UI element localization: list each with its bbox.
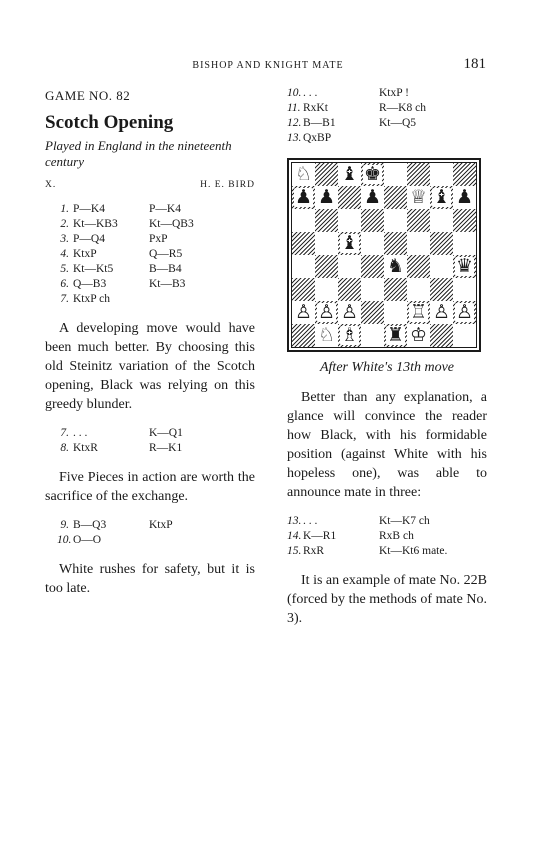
board-square — [384, 278, 407, 301]
board-square — [453, 209, 476, 232]
white-move: B—Q3 — [73, 519, 107, 531]
players-line — [45, 180, 255, 190]
board-square — [430, 232, 453, 255]
board-square — [361, 278, 384, 301]
move-row — [57, 247, 255, 262]
white-move: . . . — [303, 87, 318, 99]
move-number: 1. — [60, 203, 69, 215]
chess-piece-icon: ♙ — [432, 302, 451, 323]
board-square — [453, 163, 476, 186]
board-square — [453, 255, 476, 278]
black-move: PxP — [149, 233, 168, 245]
board-square — [430, 209, 453, 232]
white-move: K—R1 — [303, 530, 337, 542]
chess-piece-icon: ♟ — [294, 187, 313, 208]
board-square — [361, 209, 384, 232]
board-square — [292, 232, 315, 255]
black-move: P—K4 — [149, 203, 181, 215]
opening-title: Scotch Opening — [45, 112, 174, 133]
board-square — [315, 186, 338, 209]
black-move: Kt—K7 ch — [379, 515, 430, 527]
board-square — [292, 209, 315, 232]
chess-board — [291, 162, 477, 348]
chess-piece-icon: ♟ — [455, 187, 474, 208]
board-square — [453, 278, 476, 301]
chess-piece-icon: ♘ — [317, 325, 336, 346]
move-number: 15. — [287, 545, 302, 557]
board-square — [430, 278, 453, 301]
black-player: H. E. BIRD — [200, 180, 255, 190]
black-move: RxB ch — [379, 530, 414, 542]
board-square — [430, 255, 453, 278]
board-square — [292, 301, 315, 324]
left-column — [45, 86, 255, 610]
board-square — [384, 186, 407, 209]
chess-piece-icon: ♖ — [409, 302, 428, 323]
moves-list — [57, 518, 255, 548]
board-square — [361, 163, 384, 186]
page-number: 181 — [463, 56, 486, 72]
move-row — [287, 544, 487, 559]
move-row — [287, 514, 487, 529]
move-number: 13. — [287, 515, 302, 527]
move-row — [57, 518, 255, 533]
moves-list — [287, 86, 487, 146]
board-square — [453, 186, 476, 209]
move-row — [57, 217, 255, 232]
chess-piece-icon: ♝ — [340, 233, 359, 254]
board-square — [430, 163, 453, 186]
chess-piece-icon: ♙ — [340, 302, 359, 323]
board-square — [361, 255, 384, 278]
chess-piece-icon: ♟ — [317, 187, 336, 208]
move-number: 14. — [287, 530, 302, 542]
chess-piece-icon: ♙ — [455, 302, 474, 323]
board-square — [384, 232, 407, 255]
played-note: Played in England in the nineteenth century — [45, 138, 232, 169]
white-player: X. — [45, 180, 57, 190]
chess-piece-icon: ♙ — [317, 302, 336, 323]
move-number: 11. — [287, 102, 301, 114]
commentary-paragraph: White rushes for safety, but it is too late. — [45, 562, 255, 596]
chess-piece-icon: ♝ — [432, 187, 451, 208]
move-number: 9. — [60, 519, 69, 531]
white-move: O—O — [73, 534, 102, 546]
white-move: QxBP — [303, 132, 332, 144]
move-row — [57, 292, 255, 307]
white-move: . . . — [303, 515, 318, 527]
white-move: Q—B3 — [73, 278, 107, 290]
black-move: Q—R5 — [149, 248, 183, 260]
chess-piece-icon: ♗ — [340, 325, 359, 346]
white-move: Kt—Kt5 — [73, 263, 114, 275]
board-square — [407, 324, 430, 347]
move-row — [57, 441, 255, 456]
move-number: 7. — [60, 293, 69, 305]
board-square — [407, 278, 430, 301]
move-number: 5. — [60, 263, 69, 275]
move-row — [287, 131, 487, 146]
move-number: 3. — [60, 233, 69, 245]
board-square — [292, 278, 315, 301]
board-square — [453, 324, 476, 347]
chess-piece-icon: ♟ — [363, 187, 382, 208]
white-move: Kt—KB3 — [73, 218, 118, 230]
move-number: 13. — [287, 132, 302, 144]
move-row — [57, 533, 255, 548]
board-square — [407, 255, 430, 278]
board-square — [292, 255, 315, 278]
board-square — [384, 301, 407, 324]
board-square — [315, 324, 338, 347]
white-move: B—B1 — [303, 117, 336, 129]
board-square — [338, 324, 361, 347]
white-move: P—Q4 — [73, 233, 105, 245]
move-row — [287, 529, 487, 544]
move-row — [57, 232, 255, 247]
chess-piece-icon: ♔ — [409, 325, 428, 346]
black-move: Kt—Kt6 mate. — [379, 545, 448, 557]
move-row — [57, 277, 255, 292]
move-row — [287, 101, 487, 116]
move-row — [57, 202, 255, 217]
game-label: GAME NO. 82 — [45, 88, 131, 103]
move-row — [57, 262, 255, 277]
move-row — [287, 86, 487, 101]
chess-piece-icon: ♝ — [340, 164, 359, 185]
commentary-paragraph: Five Pieces in action are worth the sacrifice of the exchange. — [45, 470, 255, 504]
commentary-paragraph: It is an example of mate No. 22B (forced by the methods of mate No. 3). — [287, 573, 487, 626]
board-square — [453, 301, 476, 324]
board-square — [384, 209, 407, 232]
board-square — [292, 163, 315, 186]
black-move: Kt—B3 — [149, 278, 186, 290]
board-square — [384, 255, 407, 278]
black-move: KtxP — [149, 519, 173, 531]
moves-list — [287, 514, 487, 559]
board-square — [407, 301, 430, 324]
moves-list — [57, 202, 255, 307]
board-square — [315, 255, 338, 278]
move-number: 10. — [57, 534, 72, 546]
chess-piece-icon: ♛ — [455, 256, 474, 277]
board-square — [430, 301, 453, 324]
board-square — [292, 186, 315, 209]
move-number: 7. — [60, 427, 69, 439]
chess-diagram — [287, 158, 481, 352]
chess-piece-icon: ♘ — [294, 164, 313, 185]
white-move: KtxR — [73, 442, 98, 454]
board-square — [361, 186, 384, 209]
black-move: R—K1 — [149, 442, 183, 454]
board-square — [338, 209, 361, 232]
board-square — [430, 324, 453, 347]
board-square — [384, 163, 407, 186]
board-square — [315, 163, 338, 186]
black-move: B—B4 — [149, 263, 182, 275]
black-move: Kt—QB3 — [149, 218, 194, 230]
board-square — [453, 232, 476, 255]
commentary-paragraph: Better than any explanation, a glance will convince the reader how Black, with his formidable position (against White with his hopeless one), was able to announce mate in three: — [287, 390, 487, 500]
board-square — [338, 163, 361, 186]
white-move: P—K4 — [73, 203, 105, 215]
commentary-paragraph: A developing move would have been much better. By choosing this old Steinitz variation of the Scotch opening, Black was relying on this greedy blunder. — [45, 321, 255, 412]
black-move: R—K8 ch — [379, 102, 426, 114]
board-square — [407, 209, 430, 232]
move-row — [57, 426, 255, 441]
board-square — [384, 324, 407, 347]
chess-piece-icon: ♙ — [294, 302, 313, 323]
board-square — [361, 232, 384, 255]
black-move: Kt—Q5 — [379, 117, 417, 129]
chess-piece-icon: ♜ — [386, 325, 405, 346]
board-square — [315, 301, 338, 324]
black-move: KtxP ! — [379, 87, 409, 99]
board-square — [315, 278, 338, 301]
right-column — [287, 86, 487, 640]
black-move: K—Q1 — [149, 427, 183, 439]
board-square — [338, 255, 361, 278]
running-head: BISHOP AND KNIGHT MATE — [192, 60, 344, 71]
board-square — [315, 232, 338, 255]
board-square — [407, 186, 430, 209]
white-move: KtxP — [73, 248, 97, 260]
move-number: 12. — [287, 117, 302, 129]
chess-piece-icon: ♕ — [409, 187, 428, 208]
board-square — [361, 324, 384, 347]
chess-piece-icon: ♞ — [386, 256, 405, 277]
board-square — [407, 232, 430, 255]
move-number: 6. — [60, 278, 69, 290]
move-number: 2. — [60, 218, 69, 230]
board-square — [407, 163, 430, 186]
board-square — [430, 186, 453, 209]
white-move: KtxP ch — [73, 293, 110, 305]
board-square — [292, 324, 315, 347]
move-number: 8. — [60, 442, 69, 454]
white-move: RxR — [303, 545, 325, 557]
move-number: 10. — [287, 87, 302, 99]
board-square — [338, 186, 361, 209]
board-square — [361, 301, 384, 324]
white-move: . . . — [73, 427, 88, 439]
moves-list — [57, 426, 255, 456]
board-square — [338, 232, 361, 255]
move-number: 4. — [60, 248, 69, 260]
board-square — [315, 209, 338, 232]
chess-piece-icon: ♚ — [363, 164, 382, 185]
white-move: RxKt — [303, 102, 328, 114]
board-square — [338, 301, 361, 324]
board-square — [338, 278, 361, 301]
move-row — [287, 116, 487, 131]
diagram-caption: After White's 13th move — [319, 360, 455, 375]
